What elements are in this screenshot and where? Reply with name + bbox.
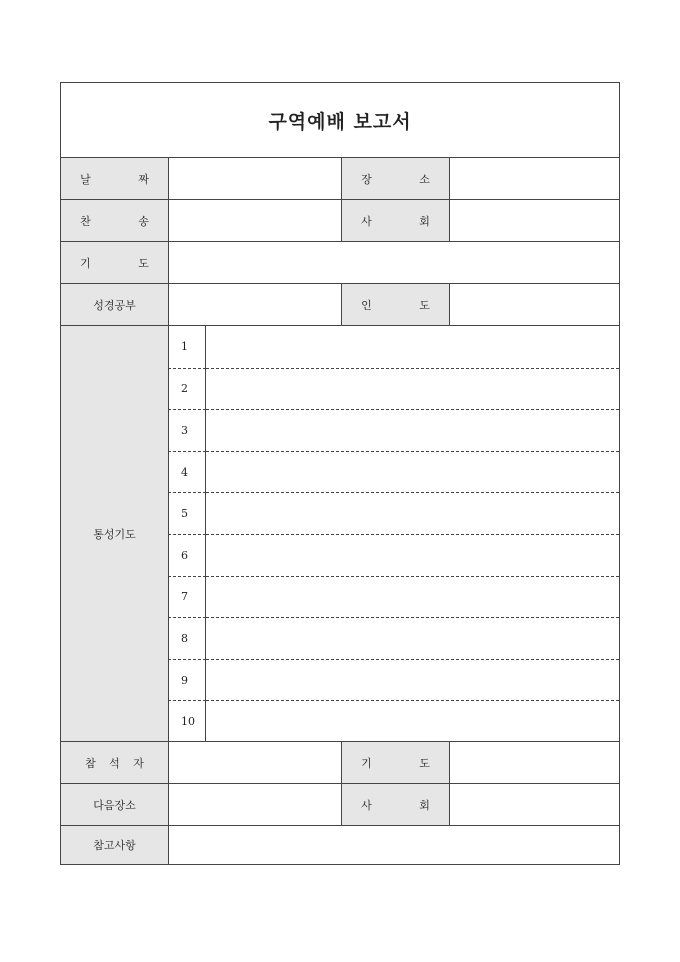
hymn-field[interactable] <box>168 200 341 241</box>
host-field[interactable] <box>449 200 619 241</box>
prayer-number: 8 <box>168 617 206 659</box>
prayer-number: 1 <box>168 326 206 368</box>
prayer-line-field[interactable] <box>206 659 619 701</box>
prayer-line-field[interactable] <box>206 617 619 659</box>
prayer-number: 10 <box>168 700 206 742</box>
attendees-field[interactable] <box>168 742 341 783</box>
prayer-line-field[interactable] <box>206 368 619 410</box>
notes-label: 참고사항 <box>93 839 136 852</box>
intercession-label: 통성기도 <box>93 527 136 541</box>
bible-field[interactable] <box>168 284 341 325</box>
prayer-line-field[interactable] <box>206 451 619 493</box>
row-hymn <box>61 199 619 241</box>
prayer-label: 기 도 <box>80 256 171 270</box>
notes-field[interactable] <box>168 826 619 864</box>
prayer-number: 7 <box>168 576 206 618</box>
form-title: 구역예배 보고서 <box>268 110 412 133</box>
row-next-place <box>61 783 619 825</box>
date-label: 날 짜 <box>80 172 171 186</box>
host2-field[interactable] <box>449 784 619 825</box>
bible-label: 성경공부 <box>93 298 136 312</box>
prayer-line-field[interactable] <box>206 326 619 368</box>
hymn-label: 찬 송 <box>80 214 171 228</box>
host-label: 사 회 <box>361 214 452 228</box>
row-date <box>61 157 619 199</box>
prayer-number: 2 <box>168 368 206 410</box>
prayer-line-field[interactable] <box>206 700 619 742</box>
place-label: 장 소 <box>361 172 452 186</box>
prayer-line-field[interactable] <box>206 576 619 618</box>
row-attendees <box>61 741 619 783</box>
prayer-number: 5 <box>168 492 206 534</box>
prayer-field[interactable] <box>168 242 619 283</box>
leader-label: 인 도 <box>361 298 452 312</box>
row-bible <box>61 283 619 325</box>
prayer-line-field[interactable] <box>206 409 619 451</box>
attendees-label: 참 석 자 <box>85 756 149 770</box>
prayer-number: 4 <box>168 451 206 493</box>
next-place-label: 다음장소 <box>93 798 136 812</box>
date-field[interactable] <box>168 158 341 199</box>
place-field[interactable] <box>449 158 619 199</box>
row-prayer <box>61 241 619 283</box>
report-form <box>60 82 620 865</box>
prayer2-label: 기 도 <box>361 756 452 770</box>
next-place-field[interactable] <box>168 784 341 825</box>
prayer2-field[interactable] <box>449 742 619 783</box>
host2-label: 사 회 <box>361 798 452 812</box>
leader-field[interactable] <box>449 284 619 325</box>
prayer-number: 6 <box>168 534 206 576</box>
row-notes <box>61 825 619 864</box>
row-intercession <box>61 325 619 741</box>
prayer-line-field[interactable] <box>206 492 619 534</box>
prayer-number: 3 <box>168 409 206 451</box>
prayer-line-field[interactable] <box>206 534 619 576</box>
prayer-number: 9 <box>168 659 206 701</box>
